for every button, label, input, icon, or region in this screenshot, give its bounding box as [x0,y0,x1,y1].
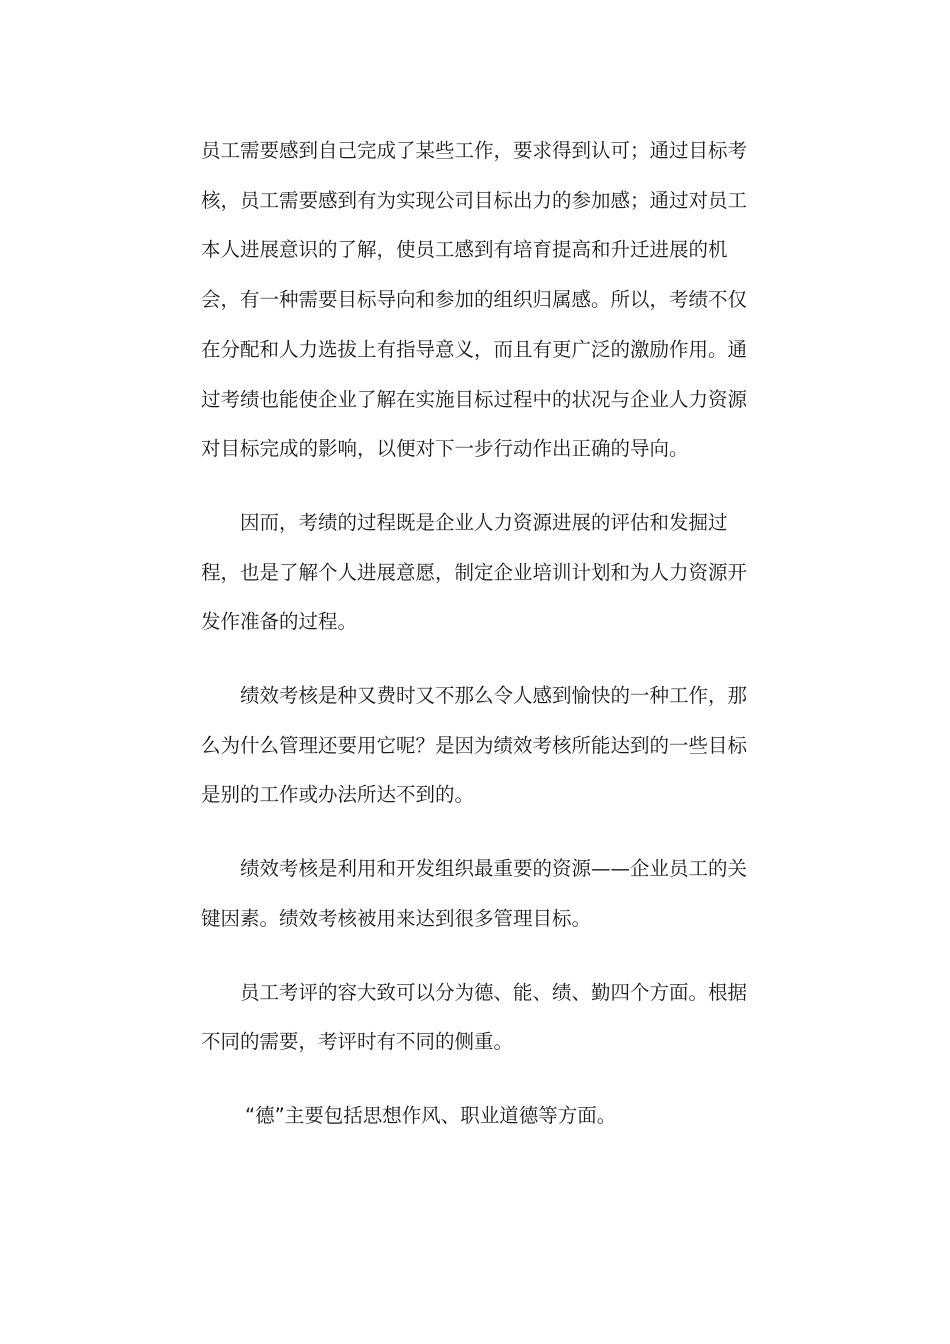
paragraph-1: 员工需要感到自己完成了某些工作，要求得到认可；通过目标考核，员工需要感到有为实现公司目标出力的参加感；通过对员工本人进展意识的了解，使员工感到有培育提高和升迁进展的机会，有一种需要目标导向和参加的组织归属感。所以，考绩不仅在分配和人力选拔上有指导意义，而且有更广泛的激励作用。通过考绩也能使企业了解在实施目标过程中的状况与企业人力资源对目标完成的影响，以便对下一步行动作出正确的导向。 [201,139,748,461]
paragraph-2: 因而，考绩的过程既是企业人力资源进展的评估和发掘过程，也是了解个人进展意愿，制定企业培训计划和为人力资源开发作准备的过程。 [201,510,748,634]
document-body [201,126,747,1165]
paragraph-4: 绩效考核是利用和开发组织最重要的资源——企业员工的关键因素。绩效考核被用来达到很多管理目标。 [201,857,748,930]
paragraph-5: 员工考评的容大致可以分为德、能、绩、勤四个方面。根据不同的需要，考评时有不同的侧重。 [201,980,748,1054]
paragraph-3: 绩效考核是种又费时又不那么令人感到愉快的一种工作，那么为什么管理还要用它呢？是因为绩效考核所能达到的一些目标是别的工作或办法所达不到的。 [201,684,748,807]
paragraph-6: “德”主要包括思想作风、职业道德等方面。 [245,1103,617,1127]
